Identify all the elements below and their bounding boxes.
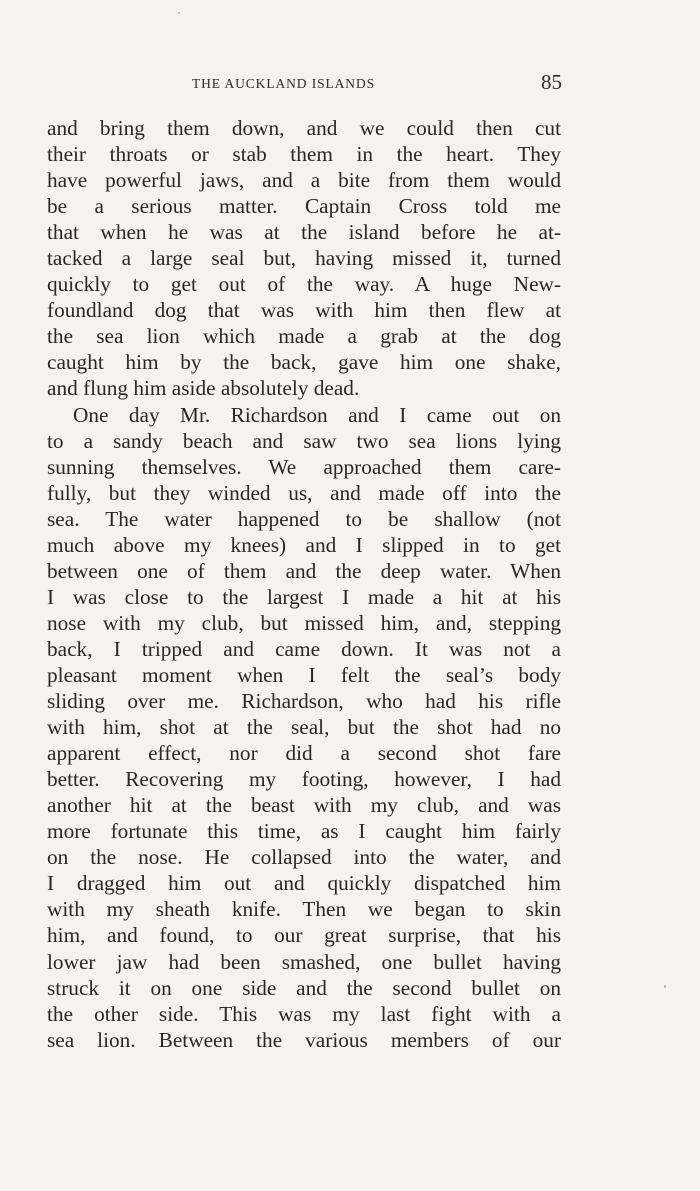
text-line: nose with my club, but missed him, and, stepping: [47, 610, 561, 635]
paragraph-start-line: One day Mr. Richardson and I came out on: [73, 402, 561, 427]
text-line: lower jaw had been smashed, one bullet having: [47, 949, 561, 974]
text-line: the other side. This was my last fight with a: [47, 1001, 561, 1026]
text-line: I was close to the largest I made a hit at his: [47, 584, 561, 609]
text-line: struck it on one side and the second bullet on: [47, 975, 561, 1000]
text-line: foundland dog that was with him then flew at: [47, 298, 561, 323]
text-line: much above my knees) and I slipped in to get: [47, 532, 561, 557]
paragraph-end-line: and flung him aside absolutely dead.: [47, 376, 360, 401]
text-line: sunning themselves. We approached them care-: [47, 454, 561, 479]
running-head: THE AUCKLAND ISLANDS: [192, 76, 375, 91]
text-line: better. Recovering my footing, however, I had: [47, 767, 561, 792]
text-line: tacked a large seal but, having missed it, turned: [47, 246, 561, 271]
paper-speck-right: [664, 985, 666, 988]
text-line: back, I tripped and came down. It was not a: [47, 636, 561, 661]
text-line: and bring them down, and we could then cut: [47, 116, 561, 140]
text-line: fully, but they winded us, and made off into the: [47, 480, 561, 505]
text-line: the sea lion which made a grab at the dog: [47, 324, 561, 349]
text-line: have powerful jaws, and a bite from them would: [47, 168, 561, 193]
text-line: pleasant moment when I felt the seal’s body: [47, 662, 561, 687]
text-line: him, and found, to our great surprise, that his: [47, 923, 561, 948]
text-line: with him, shot at the seal, but the shot had no: [47, 715, 561, 740]
text-line: caught him by the back, gave him one shake,: [47, 350, 561, 375]
text-line: apparent effect, nor did a second shot fare: [47, 741, 561, 766]
page-number: 85: [541, 70, 562, 94]
text-line: that when he was at the island before he at-: [47, 220, 561, 245]
text-line: sea. The water happened to be shallow (not: [47, 506, 561, 531]
text-line: quickly to get out of the way. A huge New-: [47, 272, 561, 297]
text-line: between one of them and the deep water. When: [47, 558, 561, 583]
text-line: sea lion. Between the various members of our: [47, 1027, 561, 1052]
text-line: on the nose. He collapsed into the water, and: [47, 845, 561, 870]
text-line: be a serious matter. Captain Cross told me: [47, 194, 561, 219]
text-line: another hit at the beast with my club, and was: [47, 793, 561, 818]
text-line: their throats or stab them in the heart. They: [47, 142, 561, 167]
text-line: with my sheath knife. Then we began to skin: [47, 897, 561, 922]
text-line: I dragged him out and quickly dispatched him: [47, 871, 561, 896]
page-header: [47, 70, 562, 100]
text-line: more fortunate this time, as I caught him fairly: [47, 819, 561, 844]
text-line: sliding over me. Richardson, who had his rifle: [47, 689, 561, 714]
text-line: to a sandy beach and saw two sea lions lying: [47, 428, 561, 453]
body-text: [47, 115, 561, 1053]
paper-speck-top: [178, 12, 180, 14]
